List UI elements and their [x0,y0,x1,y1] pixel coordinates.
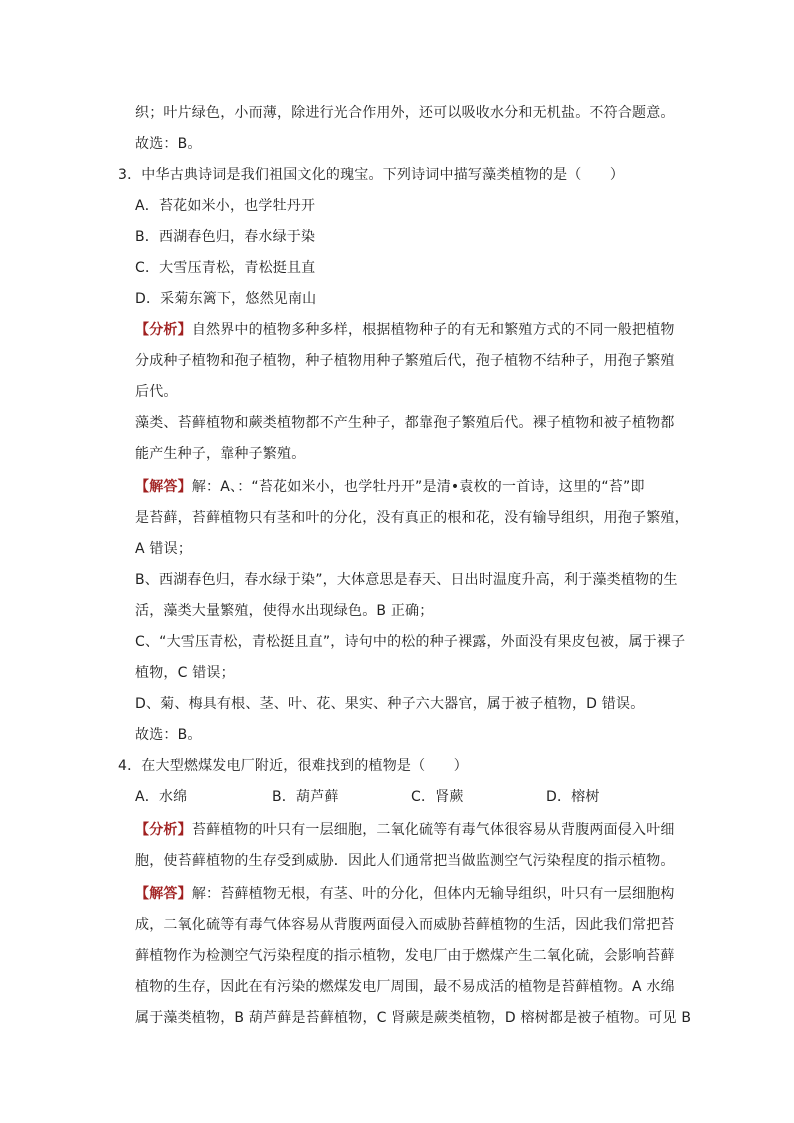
q3-option-b: B．西湖春色归，春水绿于染 [135,229,316,245]
prev-answer-choice: 故选：B。 [135,136,202,152]
q3-analysis-line [135,320,675,340]
q4-option-d: D．榕树 [546,789,600,805]
q3-analysis-line: 能产生种子，靠种子繁殖。 [135,446,306,462]
answer-tag: 【解答】 [135,886,192,902]
q3-answer-line: B、西湖春色归，春水绿于染”，大体意思是春天、日出时温度升高，利于藻类植物的生 [135,572,678,588]
question-4: 4．在大型燃煤发电厂附近，很难找到的植物是（ ） [118,758,468,774]
q4-options [135,787,675,807]
q4-answer-line: 属于藻类植物，B 葫芦藓是苔藓植物，C 肾蕨是蕨类植物，D 榕树都是被子植物。可见 B [135,1010,692,1026]
q4-answer-line: 植物的生存，因此在有污染的燃煤发电厂周围，最不易成活的植物是苔藓植物。A 水绵 [135,979,675,995]
q4-analysis-text: 苔藓植物的叶只有一层细胞，二氧化硫等有毒气体很容易从背腹两面侵入叶细 [191,822,675,838]
analysis-tag: 【分析】 [135,822,192,838]
q3-analysis-line: 藻类、苔藓植物和蕨类植物都不产生种子，都靠孢子繁殖后代。裸子植物和被子植物都 [135,415,675,431]
q4-option-c: C．肾蕨 [411,789,464,805]
q3-option-c: C．大雪压青松，青松挺且直 [135,260,316,276]
q3-answer-line: D、菊、梅具有根、茎、叶、花、果实、种子六大器官，属于被子植物，D 错误。 [135,696,645,712]
q4-answer-line [135,884,675,904]
q3-answer-line: C、“大雪压青松，青松挺且直”，诗句中的松的种子裸露，外面没有果皮包被，属于裸子 [135,634,686,650]
q4-option-b: B．葫芦藓 [272,789,339,805]
q3-answer-line: A 错误； [135,541,193,557]
q4-answer-line: 成，二氧化硫等有毒气体容易从背腹两面侵入而威胁苔藓植物的生活，因此我们常把苔 [135,917,675,933]
q3-answer-text: 解：A、：“苔花如米小，也学牡丹开”是清•袁枚的一首诗，这里的“苔”即 [191,479,645,495]
q3-analysis-line: 后代。 [135,384,178,400]
question-3: 3．中华古典诗词是我们祖国文化的瑰宝。下列诗词中描写藻类植物的是（ ） [118,167,625,183]
prev-answer-tail: 织；叶片绿色，小而薄，除进行光合作用外，还可以吸收水分和无机盐。不符合题意。 [135,105,675,121]
q4-analysis-line [135,820,675,840]
q3-answer-choice: 故选：B。 [135,727,202,743]
q4-analysis-line: 胞，使苔藓植物的生存受到威胁．因此人们通常把当做监测空气污染程度的指示植物。 [135,853,675,869]
q4-answer-line: 藓植物作为检测空气污染程度的指示植物，发电厂由于燃煤产生二氧化硫，会影响苔藓 [135,948,675,964]
answer-tag: 【解答】 [135,479,192,495]
q4-option-a: A．水绵 [135,789,188,805]
q3-answer-line [135,477,675,497]
q3-analysis-line: 分成种子植物和孢子植物，种子植物用种子繁殖后代，孢子植物不结种子，用孢子繁殖 [135,353,675,369]
q3-answer-line: 是苔藓，苔藓植物只有茎和叶的分化，没有真正的根和花，没有输导组织，用孢子繁殖， [135,510,689,526]
q3-answer-line: 活，藻类大量繁殖，使得水出现绿色。B 正确； [135,603,434,619]
q3-option-d: D．采菊东篱下，悠然见南山 [135,291,317,307]
q3-analysis-text: 自然界中的植物多种多样，根据植物种子的有无和繁殖方式的不同一般把植物 [191,322,675,338]
q4-answer-text: 解：苔藓植物无根，有茎、叶的分化，但体内无输导组织，叶只有一层细胞构 [191,886,675,902]
analysis-tag: 【分析】 [135,322,192,338]
q3-answer-line: 植物，C 错误； [135,665,235,681]
q3-option-a: A．苔花如米小，也学牡丹开 [135,198,316,214]
